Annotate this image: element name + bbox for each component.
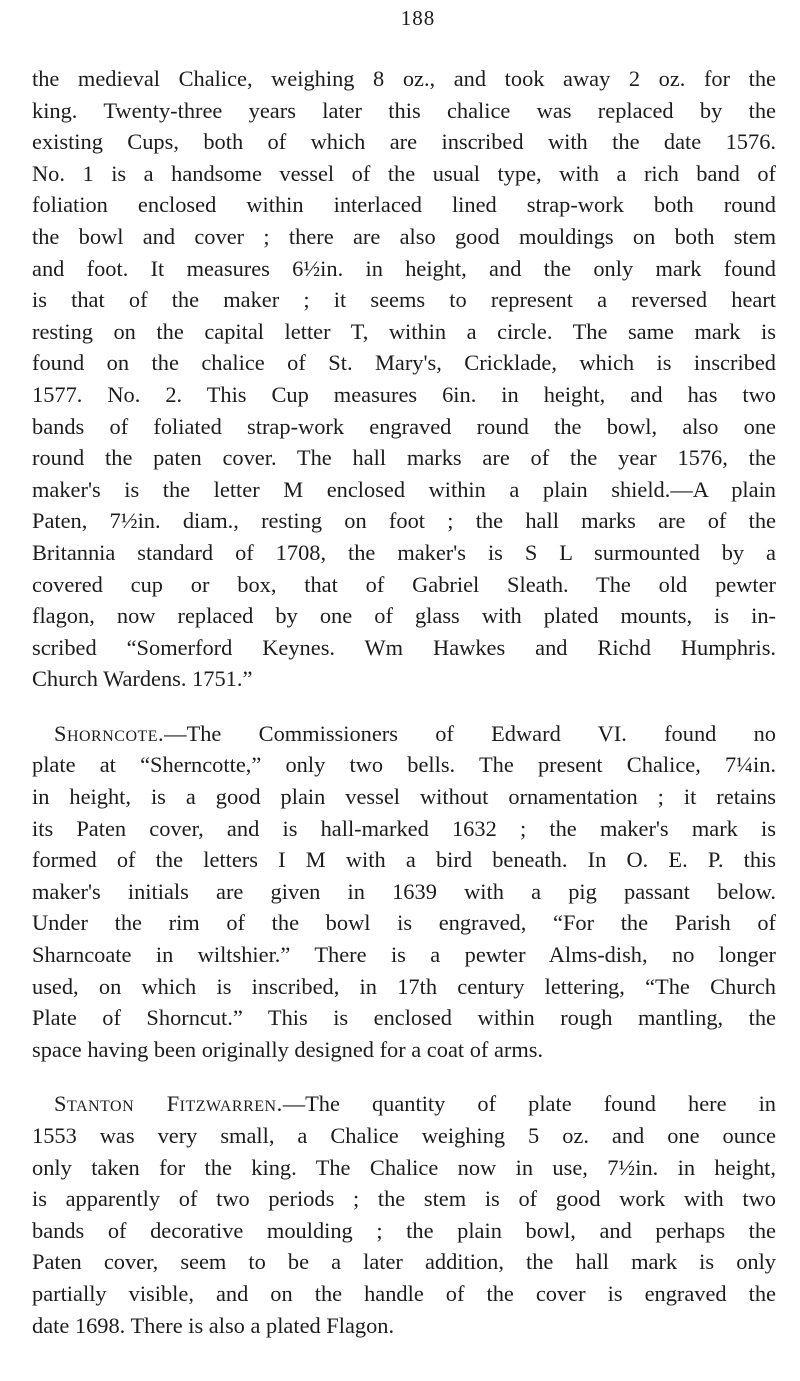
text-line: plate at “Sherncotte,” only two bells. The present Chalice, 7¼in. (32, 752, 776, 778)
text-line (32, 1088, 776, 1120)
text-line: space having been originally designed for a coat of arms. (32, 1036, 544, 1062)
text-line: scribed “Somerford Keynes. Wm Hawkes and Richd Humphris. (32, 634, 776, 660)
text-line: and foot. It measures 6½in. in height, and the only mark found (32, 255, 776, 281)
text-line: found on the chalice of St. Mary's, Cricklade, which is inscribed (32, 350, 776, 376)
text-line: flagon, now replaced by one of glass with plated mounts, is in- (32, 603, 776, 629)
text-line: Church Wardens. 1751.” (32, 666, 253, 692)
text-line: Paten, 7½in. diam., resting on foot ; the hall marks are of the (32, 508, 776, 534)
paragraph-shorncote (32, 718, 776, 1066)
text-line: foliation enclosed within interlaced lined strap-work both round (32, 192, 776, 218)
text-line: bands of foliated strap-work engraved round the bowl, also one (32, 413, 776, 439)
text-line: maker's is the letter M enclosed within a plain shield.—A plain (32, 476, 776, 502)
text-line: used, on which is inscribed, in 17th century lettering, “The Church (32, 973, 776, 999)
text-line: partially visible, and on the handle of the cover is engraved the (32, 1280, 776, 1306)
text-line: 1553 was very small, a Chalice weighing 5 oz. and one ounce (32, 1123, 776, 1148)
text-line-rest: —The quantity of plate found here in (282, 1091, 777, 1117)
text-line: maker's initials are given in 1639 with a pig passant below. (32, 878, 776, 904)
text-line: the medieval Chalice, weighing 8 oz., and took away 2 oz. for the (32, 66, 776, 91)
section-heading-shorncote: Shorncote. (54, 720, 165, 746)
text-line: in height, is a good plain vessel without ornamentation ; it retains (32, 784, 776, 810)
text-line: formed of the letters I M with a bird beneath. In O. E. P. this (32, 847, 776, 873)
text-line: Britannia standard of 1708, the maker's is S L surmounted by a (32, 539, 776, 565)
paragraph-somerford-keynes (32, 63, 776, 695)
text-line: covered cup or box, that of Gabriel Sleath. The old pewter (32, 571, 776, 597)
section-heading-stanton-fitzwarren: Stanton Fitzwarren. (54, 1091, 283, 1117)
page-number: 188 (400, 6, 436, 30)
text-line-rest: —The Commissioners of Edward VI. found no (164, 720, 776, 746)
text-line (32, 718, 776, 750)
paragraph-stanton-fitzwarren (32, 1088, 776, 1341)
text-line: Sharncoate in wiltshier.” There is a pewter Alms-dish, no longer (32, 942, 776, 968)
text-line: is that of the maker ; it seems to represent a reversed heart (32, 287, 776, 313)
text-line: 1577. No. 2. This Cup measures 6in. in height, and has two (32, 381, 776, 407)
text-line: round the paten cover. The hall marks are of the year 1576, the (32, 445, 776, 471)
text-line: bands of decorative moulding ; the plain bowl, and perhaps the (32, 1217, 776, 1243)
text-line: existing Cups, both of which are inscribed with the date 1576. (32, 129, 776, 155)
book-page (32, 0, 776, 1341)
text-line: Paten cover, seem to be a later addition, the hall mark is only (32, 1249, 776, 1275)
text-line: Plate of Shorncut.” This is enclosed within rough mantling, the (32, 1005, 776, 1031)
text-line: No. 1 is a handsome vessel of the usual type, with a rich band of (32, 160, 776, 186)
text-line: Under the rim of the bowl is engraved, “For the Parish of (32, 910, 776, 936)
text-line: date 1698. There is also a plated Flagon. (32, 1312, 395, 1338)
text-line: the bowl and cover ; there are also good mouldings on both stem (32, 223, 776, 249)
text-line: is apparently of two periods ; the stem is of good work with two (32, 1186, 776, 1212)
text-line: king. Twenty-three years later this chalice was replaced by the (32, 97, 776, 123)
text-line: its Paten cover, and is hall-marked 1632 ; the maker's mark is (32, 815, 776, 841)
text-line: resting on the capital letter T, within a circle. The same mark is (32, 318, 776, 344)
text-line: only taken for the king. The Chalice now in use, 7½in. in height, (32, 1154, 776, 1180)
